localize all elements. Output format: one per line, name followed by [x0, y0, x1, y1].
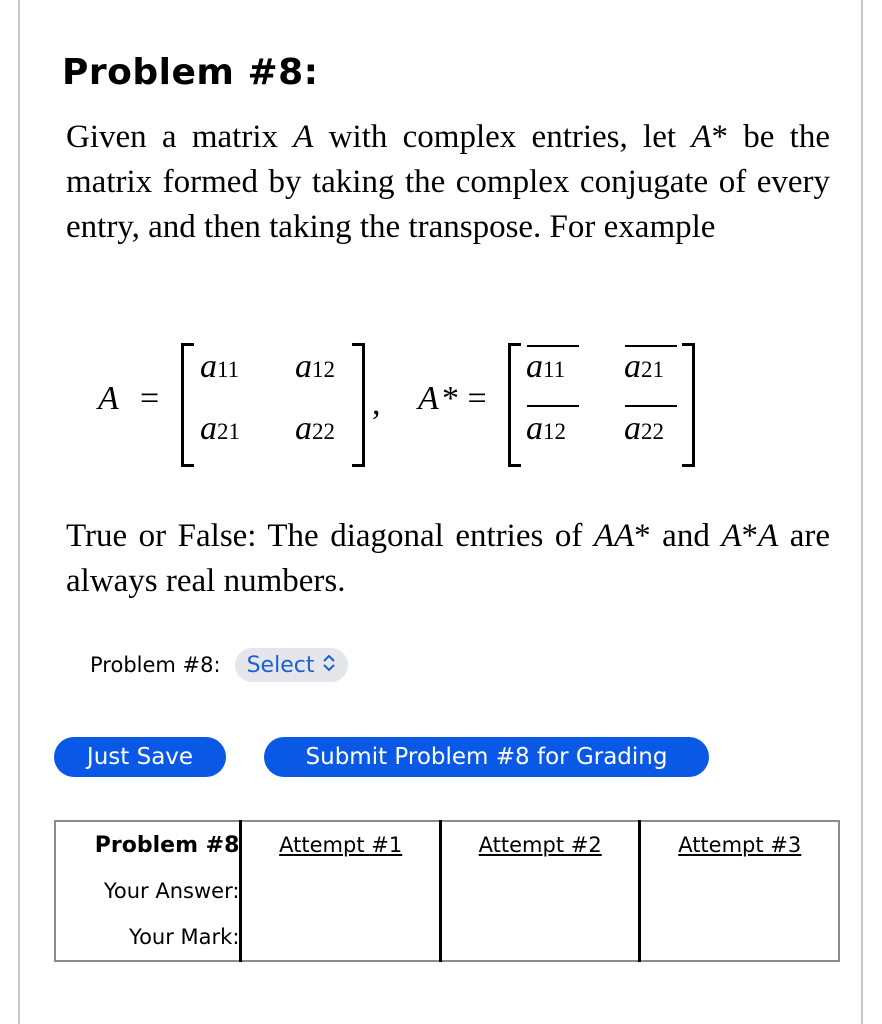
conjugate-bar-11 [527, 345, 579, 347]
question-var-a2: A [758, 518, 779, 554]
matrix-star-equals: * = [442, 380, 487, 417]
question-star: * [741, 518, 759, 554]
attempts-table [54, 820, 840, 962]
conjugate-bar-21 [625, 345, 677, 347]
your-mark-label: Your Mark: [55, 914, 241, 961]
table-row [55, 914, 839, 961]
question-text-2: * and [634, 518, 722, 554]
matrix-a-entry-21: a21 [200, 410, 240, 447]
matrix-comma: , [372, 385, 381, 422]
intro-text-2: with complex entries, let [313, 119, 692, 155]
matrix-astar-left-bracket [508, 343, 521, 467]
question-text-3: are always real numbers. [66, 518, 830, 599]
matrix-rhs-var: A [418, 380, 439, 417]
submit-grading-button[interactable]: Submit Problem #8 for Grading [264, 737, 709, 777]
question-text-1: True or False: The diagonal entries of [66, 518, 594, 554]
answer-cell-3 [640, 868, 839, 914]
just-save-button[interactable]: Just Save [54, 737, 226, 777]
page-border-left [18, 0, 20, 1024]
matrix-a-left-bracket [181, 343, 194, 467]
mark-cell-1 [241, 914, 441, 961]
answer-label: Problem #8: [90, 653, 221, 677]
your-answer-label: Your Answer: [55, 868, 241, 914]
conjugate-bar-12 [527, 405, 579, 407]
matrix-equals: = [140, 380, 160, 417]
matrix-a-right-bracket [352, 343, 365, 467]
problem-question [66, 514, 830, 604]
matrix-astar-entry-11: a11 [526, 348, 566, 385]
answer-cell-1 [241, 868, 441, 914]
answer-row [90, 648, 348, 682]
matrix-lhs-var: A [98, 380, 119, 417]
matrix-astar-entry-22: a22 [624, 410, 664, 447]
matrix-a-entry-22: a22 [295, 410, 335, 447]
attempts-header: Problem #8 [55, 821, 241, 868]
conjugate-bar-22 [625, 405, 677, 407]
matrix-astar-entry-12: a12 [526, 410, 566, 447]
answer-cell-2 [440, 868, 640, 914]
intro-var-a-star: A [691, 119, 712, 155]
problem-title: Problem #8: [62, 52, 319, 93]
table-row [55, 868, 839, 914]
page-border-right [861, 0, 863, 1024]
problem-intro [66, 115, 830, 250]
answer-select[interactable] [235, 648, 349, 682]
chevron-updown-icon [322, 654, 336, 677]
matrix-astar-entry-21: a21 [624, 348, 664, 385]
answer-select-value: Select [246, 652, 315, 678]
intro-var-a: A [293, 119, 314, 155]
table-row [55, 821, 839, 868]
matrix-a-entry-11: a11 [200, 348, 240, 385]
question-var-aa: AA [593, 518, 635, 554]
attempt-1-link[interactable]: Attempt #1 [241, 821, 441, 868]
mark-cell-3 [640, 914, 839, 961]
mark-cell-2 [440, 914, 640, 961]
matrix-astar-right-bracket [682, 343, 695, 467]
question-var-a: A [721, 518, 742, 554]
matrix-a-entry-12: a12 [295, 348, 335, 385]
attempt-3-link[interactable]: Attempt #3 [678, 833, 802, 857]
intro-text-3: * be the matrix formed by taking the complex conjugate of every entry, and then taking the transpose. For example [66, 119, 830, 245]
intro-text-1: Given a matrix [66, 119, 294, 155]
attempt-2-link[interactable]: Attempt #2 [440, 821, 640, 868]
